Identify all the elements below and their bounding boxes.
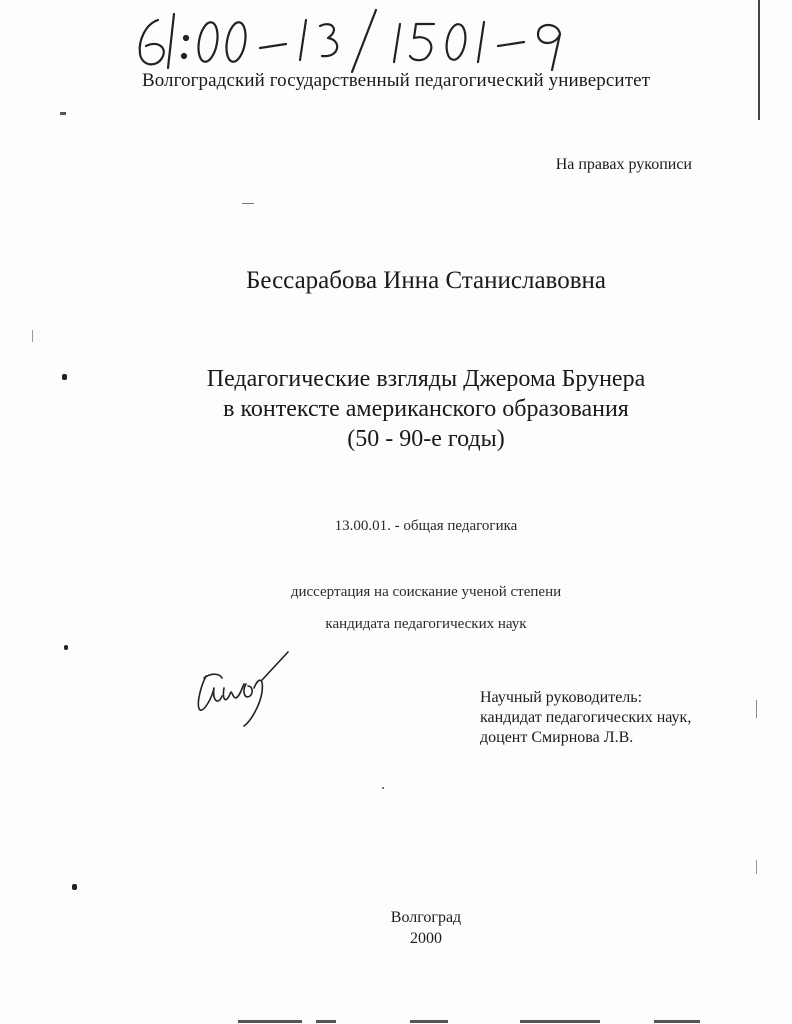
place-and-year (0, 907, 792, 949)
title-line: (50 - 90-е годы) (347, 426, 505, 452)
scan-speck (756, 860, 757, 874)
year: 2000 (410, 930, 442, 947)
scan-speck (62, 374, 67, 380)
scan-speck (60, 112, 66, 115)
degree-line: диссертация на соискание ученой степени (290, 584, 562, 600)
specialty-code: 13.00.01. - общая педагогика (334, 518, 518, 534)
supervisor-line: кандидат педагогических наук, (480, 709, 692, 726)
rights-note: На правах рукописи (555, 156, 692, 173)
supervisor-line: доцент Смирнова Л.В. (480, 729, 634, 746)
scan-speck (382, 787, 384, 789)
city: Волгоград (390, 909, 462, 926)
scan-speck (242, 203, 254, 204)
scan-streak (520, 1020, 600, 1023)
handwritten-signature (192, 648, 302, 728)
scan-edge-line (758, 0, 760, 120)
degree-line: кандидата педагогических наук (325, 616, 527, 632)
title-line: Педагогические взгляды Джерома Брунера (206, 366, 646, 392)
dissertation-title (0, 364, 792, 454)
title-line: в контексте американского образования (223, 396, 629, 422)
scan-speck (32, 330, 33, 342)
scan-streak (410, 1020, 448, 1023)
scan-speck (756, 700, 757, 718)
author-name: Бессарабова Инна Станиславовна (246, 267, 606, 294)
scan-speck (72, 884, 77, 890)
degree-statement (0, 576, 792, 640)
scan-streak (238, 1020, 302, 1023)
handwritten-catalog-number (128, 6, 628, 76)
scan-speck (64, 645, 68, 650)
scan-streak (316, 1020, 336, 1023)
scan-streak (654, 1020, 700, 1023)
supervisor-line: Научный руководитель: (480, 689, 643, 706)
scientific-supervisor (480, 688, 691, 748)
university-name: Волгоградский государственный педагогический университет (141, 70, 651, 91)
